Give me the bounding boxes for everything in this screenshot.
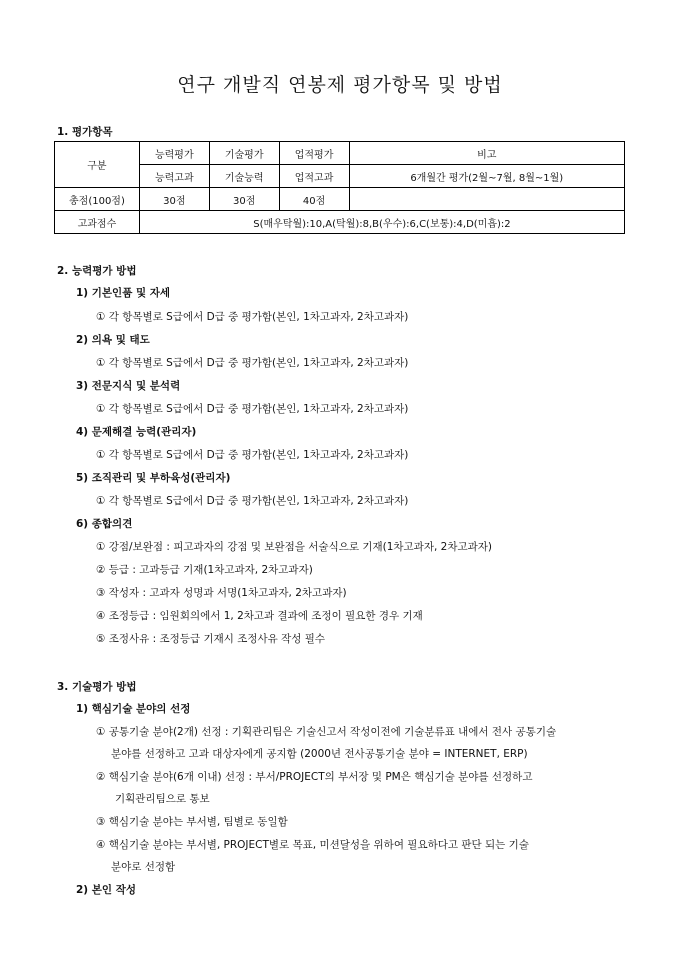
list-item: ③ 작성자 : 고과자 성명과 서명(1차고과자, 2차고과자)	[96, 587, 347, 599]
list-item: ② 핵심기술 분야(6개 이내) 선정 : 부서/PROJECT의 부서장 및 PM은 핵심기술 분야를 선정하고	[96, 771, 533, 783]
table-row	[55, 188, 625, 211]
subheading: 4) 문제해결 능력(관리자)	[76, 426, 197, 438]
list-item: ① 각 항목별로 S급에서 D급 중 평가함(본인, 1차고과자, 2차고과자)	[96, 449, 409, 461]
header-tech: 기술평가	[209, 142, 279, 165]
list-item: ② 등급 : 고과등급 기재(1차고과자, 2차고과자)	[96, 564, 313, 576]
list-item: ⑤ 조정사유 : 조정등급 기재시 조정사유 작성 필수	[96, 633, 326, 645]
section-1-heading: 1. 평가항목	[57, 126, 113, 138]
total-perf: 40점	[279, 188, 349, 211]
sub-note: 6개월간 평가(2월~7월, 8월~1월)	[349, 165, 625, 188]
section-2-heading: 2. 능력평가 방법	[57, 265, 137, 277]
header-perf: 업적평가	[279, 142, 349, 165]
total-note	[349, 188, 625, 211]
sub-perf: 업적고과	[279, 165, 349, 188]
header-ability: 능력평가	[139, 142, 209, 165]
list-item-continuation: 기획관리팀으로 통보	[115, 793, 210, 805]
subheading: 1) 핵심기술 분야의 선정	[76, 703, 191, 715]
sub-ability: 능력고과	[139, 165, 209, 188]
list-item: ① 각 항목별로 S급에서 D급 중 평가함(본인, 1차고과자, 2차고과자)	[96, 403, 409, 415]
page-title: 연구 개발직 연봉제 평가항목 및 방법	[177, 74, 503, 96]
subheading: 2) 본인 작성	[76, 884, 136, 896]
table-row	[55, 211, 625, 234]
list-item: ③ 핵심기술 분야는 부서별, 팀별로 동일함	[96, 816, 288, 828]
section-3-heading: 3. 기술평가 방법	[57, 681, 137, 693]
header-note: 비고	[349, 142, 625, 165]
table-row	[55, 165, 625, 188]
score-value: S(매우탁월):10,A(탁월):8,B(우수):6,C(보통):4,D(미흡):2	[139, 211, 624, 234]
subheading: 2) 의욕 및 태도	[76, 334, 150, 346]
list-item: ① 각 항목별로 S급에서 D급 중 평가함(본인, 1차고과자, 2차고과자)	[96, 495, 409, 507]
header-gubun: 구분	[55, 142, 140, 188]
list-item: ① 강점/보완점 : 피고과자의 강점 및 보완점을 서술식으로 기재(1차고과자, 2차고과자)	[96, 541, 492, 553]
list-item: ① 각 항목별로 S급에서 D급 중 평가함(본인, 1차고과자, 2차고과자)	[96, 311, 409, 323]
score-label: 고과점수	[55, 211, 140, 234]
list-item: ④ 핵심기술 분야는 부서별, PROJECT별로 목표, 미션달성을 위하여 필요하다고 판단 되는 기술	[96, 839, 529, 851]
total-label: 총점(100점)	[55, 188, 140, 211]
list-item-continuation: 분야로 선정함	[111, 861, 176, 873]
sub-tech: 기술능력	[209, 165, 279, 188]
total-tech: 30점	[209, 188, 279, 211]
evaluation-items-table	[54, 141, 625, 234]
list-item-continuation: 분야를 선정하고 고과 대상자에게 공지함 (2000년 전사공통기술 분야 = INTERNET, ERP)	[111, 748, 528, 760]
subheading: 3) 전문지식 및 분석력	[76, 380, 181, 392]
list-item: ① 각 항목별로 S급에서 D급 중 평가함(본인, 1차고과자, 2차고과자)	[96, 357, 409, 369]
subheading: 1) 기본인품 및 자세	[76, 287, 171, 299]
list-item: ④ 조정등급 : 임원회의에서 1, 2차고과 결과에 조정이 필요한 경우 기재	[96, 610, 423, 622]
table-row	[55, 142, 625, 165]
subheading: 6) 종합의견	[76, 518, 133, 530]
subheading: 5) 조직관리 및 부하육성(관리자)	[76, 472, 231, 484]
total-ability: 30점	[139, 188, 209, 211]
list-item: ① 공통기술 분야(2개) 선정 : 기획관리팀은 기술신고서 작성이전에 기술분류표 내에서 전사 공통기술	[96, 726, 557, 738]
